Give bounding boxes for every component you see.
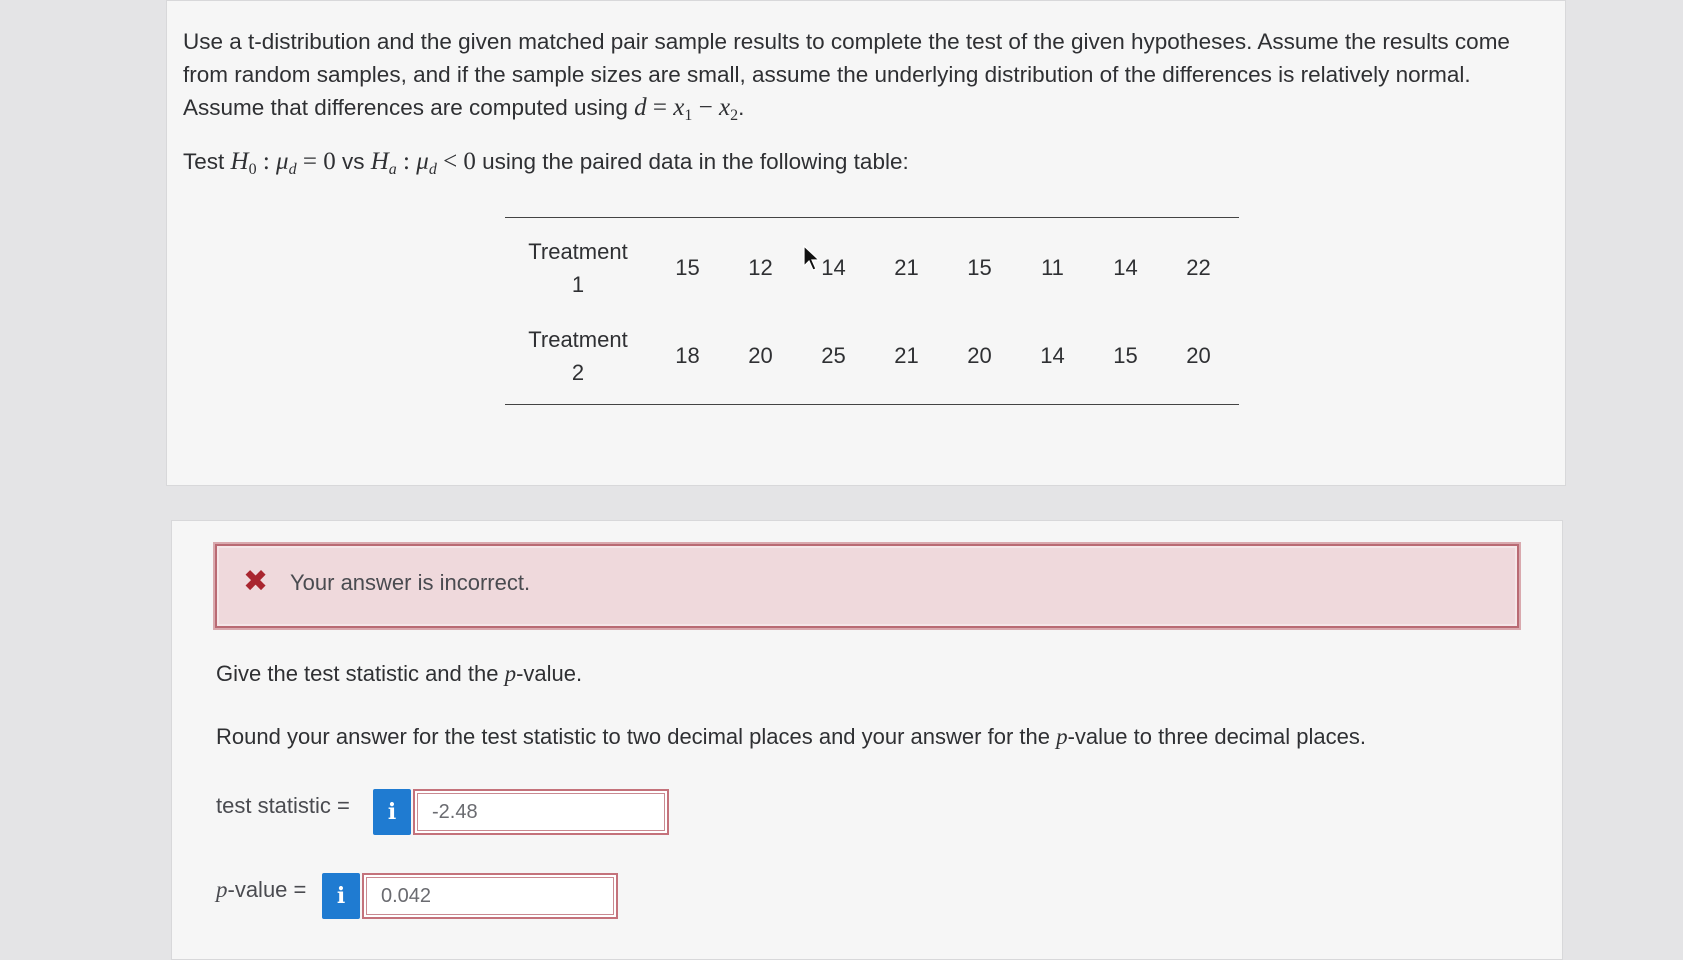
hyp-ha-sub: a bbox=[388, 161, 397, 178]
paired-data-table bbox=[505, 217, 1239, 405]
table-cell: 25 bbox=[821, 343, 846, 368]
row-label-line1: Treatment bbox=[528, 239, 628, 264]
table-cell: 18 bbox=[675, 343, 700, 368]
hyp-lt: < 0 bbox=[436, 148, 483, 175]
hyp-h0-sub: 0 bbox=[248, 161, 257, 178]
answer-card bbox=[171, 520, 1563, 960]
intro-text: Use a t-distribution and the given matched pair sample results to complete the test of the given hypotheses. Assume the results come from random samples, and if the sample sizes are small, assume the underlying distribution of the differences is relatively normal. Assume that differences are computed using bbox=[183, 29, 1510, 120]
row-label-line2: 2 bbox=[571, 360, 585, 385]
test-statistic-input[interactable] bbox=[417, 793, 665, 831]
intro-math-x2-sub: 2 bbox=[730, 107, 739, 124]
intro-math-x1-sub: 1 bbox=[684, 107, 693, 124]
p-value-label-p: p bbox=[216, 877, 228, 902]
hyp-colon-2: : bbox=[396, 148, 417, 175]
table-cell: 22 bbox=[1186, 255, 1211, 280]
hyp-mu: μ bbox=[276, 148, 289, 175]
hyp-vs: vs bbox=[341, 149, 371, 174]
table-row-treatment-1 bbox=[505, 224, 1239, 312]
intro-math-eq: = bbox=[652, 94, 667, 121]
hyp-prefix: Test bbox=[183, 149, 231, 174]
info-icon[interactable]: i bbox=[373, 789, 411, 835]
table-cell: 14 bbox=[1040, 343, 1065, 368]
hyp-mu-sub: d bbox=[288, 161, 297, 178]
intro-math-minus: − bbox=[698, 94, 713, 121]
table-cell: 15 bbox=[1113, 343, 1138, 368]
hyp-h0: H bbox=[230, 148, 249, 175]
hyp-eq: = 0 bbox=[296, 148, 342, 175]
prompt2-post: -value to three decimal places. bbox=[1067, 724, 1366, 749]
table-cell: 15 bbox=[967, 255, 992, 280]
prompt1-post: -value. bbox=[516, 661, 583, 686]
question-intro bbox=[183, 25, 1543, 132]
prompt-give-statistic bbox=[216, 661, 582, 687]
intro-math-x1: x bbox=[673, 94, 685, 121]
feedback-text: Your answer is incorrect. bbox=[290, 570, 531, 595]
intro-math-x2: x bbox=[718, 94, 731, 121]
table-cell: 20 bbox=[967, 343, 992, 368]
table-cell: 12 bbox=[748, 255, 773, 280]
p-value-input[interactable] bbox=[366, 877, 614, 915]
p-value-label bbox=[216, 877, 306, 903]
info-icon[interactable]: i bbox=[322, 873, 360, 919]
prompt2-p: p bbox=[1056, 724, 1068, 749]
row-label-line2: 1 bbox=[571, 272, 585, 297]
hyp-suffix: using the paired data in the following table: bbox=[482, 149, 909, 174]
table-cell: 21 bbox=[894, 343, 919, 368]
prompt-rounding bbox=[216, 724, 1366, 750]
close-x-icon: ✖ bbox=[243, 564, 269, 599]
hyp-colon: : bbox=[256, 148, 277, 175]
intro-period: . bbox=[738, 95, 745, 120]
table-cell: 20 bbox=[748, 343, 773, 368]
p-value-label-rest: -value = bbox=[227, 877, 307, 902]
table-cell: 21 bbox=[894, 255, 919, 280]
hypothesis-line bbox=[183, 145, 909, 186]
incorrect-feedback-banner bbox=[215, 544, 1519, 628]
prompt1-p: p bbox=[504, 661, 517, 686]
test-statistic-field-frame bbox=[413, 789, 669, 835]
hyp-mu-2-sub: d bbox=[428, 161, 437, 178]
prompt1-text: Give the test statistic and the bbox=[216, 661, 505, 686]
mouse-cursor-icon bbox=[803, 245, 821, 271]
hyp-ha: H bbox=[370, 148, 389, 175]
hyp-mu-2: μ bbox=[416, 148, 429, 175]
prompt2-text: Round your answer for the test statistic to two decimal places and your answer for the bbox=[216, 724, 1057, 749]
table-cell: 11 bbox=[1041, 255, 1064, 280]
test-statistic-label: test statistic = bbox=[216, 793, 350, 818]
question-card bbox=[166, 0, 1566, 486]
row-label-line1: Treatment bbox=[528, 327, 628, 352]
table-cell: 15 bbox=[675, 255, 700, 280]
table-cell: 14 bbox=[821, 255, 846, 280]
table-cell: 20 bbox=[1186, 343, 1211, 368]
row-label bbox=[505, 323, 651, 389]
table-cell: 14 bbox=[1113, 255, 1138, 280]
p-value-field-frame bbox=[362, 873, 618, 919]
row-label bbox=[505, 235, 651, 301]
table-row-treatment-2 bbox=[505, 312, 1239, 400]
intro-math-d: d bbox=[634, 94, 647, 121]
